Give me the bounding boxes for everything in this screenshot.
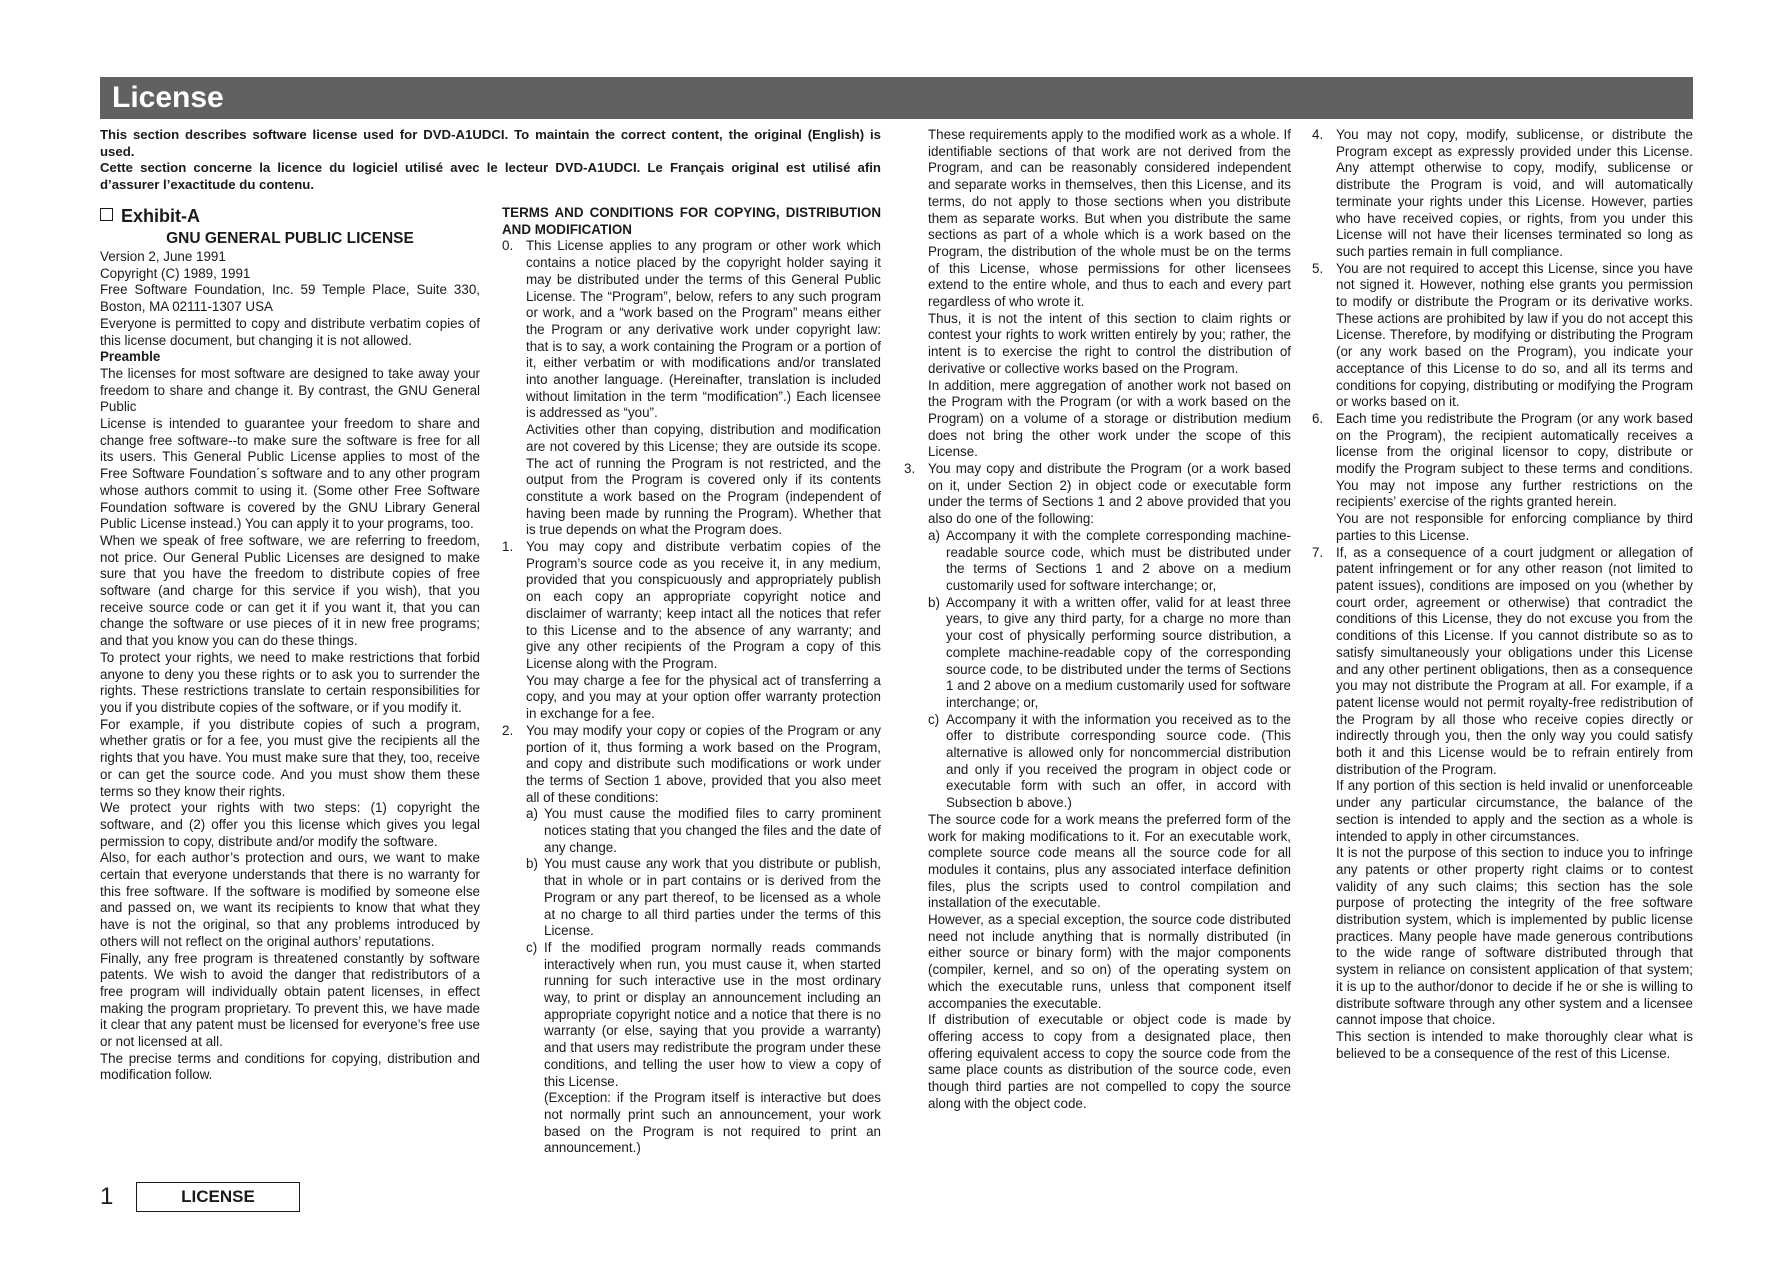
intro-english: This section describes software license used for DVD-A1UDCI. To maintain the correct content, the original (English) is used. bbox=[100, 127, 881, 159]
preamble-paragraph: When we speak of free software, we are referring to freedom, not price. Our General Public Licenses are designed to make sure that you have the freedom to distribute copies of free software (and charge for this service if you wish), that you receive source code or can get it if you want it, that you can change the software or use pieces of it in new free programs; and that you know you can do these things. bbox=[100, 532, 480, 649]
page-number: 1 bbox=[100, 1183, 114, 1210]
column-2 bbox=[502, 205, 881, 1157]
preamble-paragraph: We protect your rights with two steps: (1) copyright the software, and (2) offer you this license which gives you legal permission to copy, distribute and/or modify the software. bbox=[100, 800, 480, 849]
column-3 bbox=[904, 127, 1291, 1112]
section-label-box: LICENSE bbox=[136, 1182, 300, 1212]
preamble-paragraph: The licenses for most software are designed to take away your freedom to share and change it. By contrast, the GNU General Public bbox=[100, 365, 480, 415]
verbatim-notice: Everyone is permitted to copy and distribute verbatim copies of this license document, but changing it is not allowed. bbox=[100, 315, 480, 348]
term-7: 7. If, as a consequence of a court judgment or allegation of patent infringement or for any other reason (not limited to patent issues), conditions are imposed on you (whether by court order, agreement or otherwise) that contradict the conditions of this License, they do not excuse you from the conditions of this License. If you cannot distribute so as to satisfy simultaneously your obligations under this License and any other pertinent obligations, then as a consequence you may not distribute the Program at all. For example, if a patent license would not permit royalty-free redistribution of the Program by all those who receive copies directly or indirectly through you, then the only way you could satisfy both it and this License would be to refrain entirely from distribution of the Program. If any portion of this section is held invalid or unenforceable under any particular circumstance, the balance of the section is intended to apply and the section as a whole is intended to apply in other circumstances. It is not the purpose of this section to induce you to infringe any patents or other property right claims or to contest validity of any such claims; this section has the sole purpose of protecting the integrity of the free software distribution system, which is implemented by public license practices. Many people have made generous contributions to the wide range of software distributed through that system in reliance on consistent application of that system; it is up to the author/donor to decide if he or she is willing to distribute software through any other system and a licensee cannot impose that choice. This section is intended to make thoroughly clear what is believed to be a consequence of the rest of this License. bbox=[1312, 544, 1693, 1061]
term-1: 1. You may copy and distribute verbatim copies of the Program’s source code as you receive it, in any medium, provided that you conspicuously and appropriately publish on each copy an appropriate copyright notice and disclaimer of warranty; keep intact all the notices that refer to this License and to the absence of any warranty; and give any other recipients of the Program a copy of this License along with the Program. You may charge a fee for the physical act of transferring a copy, and you may at your option offer warranty protection in exchange for a fee. bbox=[502, 539, 881, 722]
exhibit-heading: Exhibit-A bbox=[100, 205, 480, 227]
term-4: 4. You may not copy, modify, sublicense, or distribute the Program except as expressly provided under this License. Any attempt otherwise to copy, modify, sublicense or distribute the Program is void, and will automatically terminate your rights under this License. However, parties who have received copies, or rights, from you under this License will not have their licenses terminated so long as such parties remain in full compliance. bbox=[1312, 127, 1693, 259]
preamble-paragraph: The precise terms and conditions for copying, distribution and modification follow. bbox=[100, 1050, 480, 1083]
term-3-c: c) Accompany it with the information you received as to the offer to distribute corresponding source code. (This alternative is allowed only for noncommercial distribution and only if you received the program in object code or executable form with such an offer, in accord with Subsection b above.) bbox=[928, 711, 1291, 811]
preamble-paragraph: To protect your rights, we need to make restrictions that forbid anyone to deny you these rights or to ask you to surrender the rights. These restrictions translate to certain responsibilities for you if you distribute copies of the software, or if you modify it. bbox=[100, 649, 480, 715]
term-2-b: b) You must cause any work that you distribute or publish, that in whole or in part contains or is derived from the Program or any part thereof, to be licensed as a whole at no charge to all third parties under the terms of this License. bbox=[526, 856, 881, 939]
gpl-title: GNU GENERAL PUBLIC LICENSE bbox=[166, 230, 414, 247]
copyright-line: Copyright (C) 1989, 1991 bbox=[100, 265, 251, 281]
fsf-address: Free Software Foundation, Inc. 59 Temple Place, Suite 330, Boston, MA 02111-1307 USA bbox=[100, 282, 480, 315]
checkbox-square-icon bbox=[100, 208, 113, 221]
preamble-paragraph: Also, for each author’s protection and ours, we want to make certain that everyone understands that there is no warranty for this free software. If the software is modified by someone else and passed on, we want its recipients to know that what they have is not the original, so that any problems introduced by others will not reflect on the original authors’ reputations. bbox=[100, 850, 480, 949]
page-title-bar bbox=[100, 77, 1693, 119]
column-1 bbox=[100, 205, 480, 1084]
term-0: 0. This License applies to any program or other work which contains a notice placed by the copyright holder saying it may be distributed under the terms of this General Public License. The “Program”, below, refers to any such program or work, and a “work based on the Program” means either the Program or any derivative work under copyright law: that is to say, a work containing the Program or a portion of it, either verbatim or with modifications and/or translated into another language. (Hereinafter, translation is included without limitation in the term “modification”.) Each licensee is addressed as “you”. Activities other than copying, distribution and modification are not covered by this License; they are outside its scope. The act of running the Program is not restricted, and the output from the Program is covered only if its contents constitute a work based on the Program (independent of having been made by running the Program). Whether that is true depends on what the Program does. bbox=[502, 238, 881, 538]
preamble-paragraph: Finally, any free program is threatened constantly by software patents. We wish to avoid the danger that redistributors of a free program will individually obtain patent licenses, in effect making the program proprietary. To prevent this, we have made it clear that any patent must be licensed for everyone’s free use or not licensed at all. bbox=[100, 950, 480, 1050]
version-line: Version 2, June 1991 bbox=[100, 249, 226, 264]
term-6: 6. Each time you redistribute the Program (or any work based on the Program), the recipient automatically receives a license from the original licensor to copy, distribute or modify the Program subject to these terms and conditions. You may not impose any further restrictions on the recipients’ exercise of the rights granted herein. You are not responsible for enforcing compliance by third parties to this License. bbox=[1312, 410, 1693, 543]
term-2-continued: In addition, mere aggregation of another work not based on the Program with the Program (or with a work based on the Program) on a volume of a storage or distribution medium does not bring the other work under the scope of this License. bbox=[928, 377, 1291, 460]
page-title: License bbox=[112, 81, 224, 114]
preamble-paragraph: License is intended to guarantee your freedom to share and change free software--to make sure the software is free for all its users. This General Public License applies to most of the Free Software Foundation´s software and to any other program whose authors commit to using it. (Some other Free Software Foundation software is covered by the GNU Library General Public License instead.) You can apply it to your programs, too. bbox=[100, 416, 480, 532]
term-2-continued: These requirements apply to the modified work as a whole. If identifiable sections of that work are not derived from the Program, and can be reasonably considered independent and separate works in themselves, then this License, and its terms, do not apply to those sections when you distribute them as separate works. But when you distribute the same sections as part of a whole which is a work based on the Program, the distribution of the whole must be on the terms of this License, whose permissions for other licensees extend to the entire whole, and thus to each and every part regardless of who wrote it. bbox=[928, 127, 1291, 310]
preamble-paragraph: For example, if you distribute copies of such a program, whether gratis or for a fee, you must give the recipients all the rights that you have. You must make sure that they, too, receive or can get the source code. And you must show them these terms so they know their rights. bbox=[100, 716, 480, 799]
page-footer bbox=[100, 1182, 300, 1212]
terms-heading: TERMS AND CONDITIONS FOR COPYING, DISTRIBUTION AND MODIFICATION bbox=[502, 205, 881, 237]
term-5: 5. You are not required to accept this License, since you have not signed it. However, nothing else grants you permission to modify or distribute the Program or its derivative works. These actions are prohibited by law if you do not accept this License. Therefore, by modifying or distributing the Program (or any work based on the Program), you indicate your acceptance of this License to do so, and all its terms and conditions for copying, distributing or modifying the Program or works based on it. bbox=[1312, 260, 1693, 410]
column-4 bbox=[1312, 127, 1693, 1062]
term-3-a: a) Accompany it with the complete corresponding machine-readable source code, which must be distributed under the terms of Sections 1 and 2 above on a medium customarily used for software interchange; or, bbox=[928, 527, 1291, 593]
term-2: 2. You may modify your copy or copies of the Program or any portion of it, thus forming a work based on the Program, and copy and distribute such modifications or work under the terms of Section 1 above, provided that you also meet all of these conditions: a) You must cause the modified files to carry prominent notices stating that you changed the files and the date of any change. b) You must cause any work that you distribute or publish, that in whole or in part contains or is derived from the Program or any part thereof, to be licensed as a whole at no charge to all third parties under the terms of this License. c) If the modified program normally reads commands interactively when run, you must cause it, when started running for such interactive use in the most ordinary way, to print or display an announcement including an appropriate copyright notice and a notice that there is no warranty (or else, saying that you provide a warranty) and that users may redistribute the program under these conditions, and telling the user how to view a copy of this License. (Exception: if the Program itself is interactive but does not normally print such an announcement, your work based on the Program is not required to print an announcement.) bbox=[502, 722, 881, 1156]
intro-french: Cette section concerne la licence du logiciel utilisé avec le lecteur DVD-A1UDCI. Le Français original est utilisé afin d’assurer l’exactitude du contenu. bbox=[100, 160, 881, 193]
term-2-continued: Thus, it is not the intent of this section to claim rights or contest your rights to work written entirely by you; rather, the intent is to exercise the right to control the distribution of derivative or collective works based on the Program. bbox=[928, 310, 1291, 376]
term-3: 3. You may copy and distribute the Program (or a work based on it, under Section 2) in object code or executable form under the terms of Sections 1 and 2 above provided that you also do one of the following: a) Accompany it with the complete corresponding machine-readable source code, which must be distributed under the terms of Sections 1 and 2 above on a medium customarily used for software interchange; or, b) Accompany it with a written offer, valid for at least three years, to give any third party, for a charge no more than your cost of physically performing source distribution, a complete machine-readable copy of the corresponding source code, to be distributed under the terms of Sections 1 and 2 above on a medium customarily used for software interchange; or, c) Accompany it with the information you received as to the offer to distribute corresponding source code. (This alternative is allowed only for noncommercial distribution and only if you received the program in object code or executable form with such an offer, in accord with Subsection b above.) The source code for a work means the preferred form of the work for making modifications to it. For an executable work, complete source code means all the source code for all modules it contains, plus any associated interface definition files, plus the scripts used to control compilation and installation of the executable. However, as a special exception, the source code distributed need not include anything that is normally distributed (in either source or binary form) with the major components (compiler, kernel, and so on) of the operating system on which the executable runs, unless that component itself accompanies the executable. If distribution of executable or object code is made by offering access to copy from a designated place, then offering equivalent access to copy the source code from the same place counts as distribution of the source code, even though third parties are not compelled to copy the source along with the object code. bbox=[904, 461, 1291, 1111]
preamble-heading: Preamble bbox=[100, 349, 161, 365]
term-2-a: a) You must cause the modified files to carry prominent notices stating that you changed the files and the date of any change. bbox=[526, 806, 881, 855]
term-2-c: c) If the modified program normally reads commands interactively when run, you must cause it, when started running for such interactive use in the most ordinary way, to print or display an announcement including an appropriate copyright notice and a notice that there is no warranty (or else, saying that you provide a warranty) and that users may redistribute the program under these conditions, and telling the user how to view a copy of this License. (Exception: if the Program itself is interactive but does not normally print such an announcement, your work based on the Program is not required to print an announcement.) bbox=[526, 939, 881, 1156]
term-3-b: b) Accompany it with a written offer, valid for at least three years, to give any third party, for a charge no more than your cost of physically performing source distribution, a complete machine-readable copy of the corresponding source code, to be distributed under the terms of Sections 1 and 2 above on a medium customarily used for software interchange; or, bbox=[928, 594, 1291, 710]
intro-section bbox=[100, 127, 881, 194]
